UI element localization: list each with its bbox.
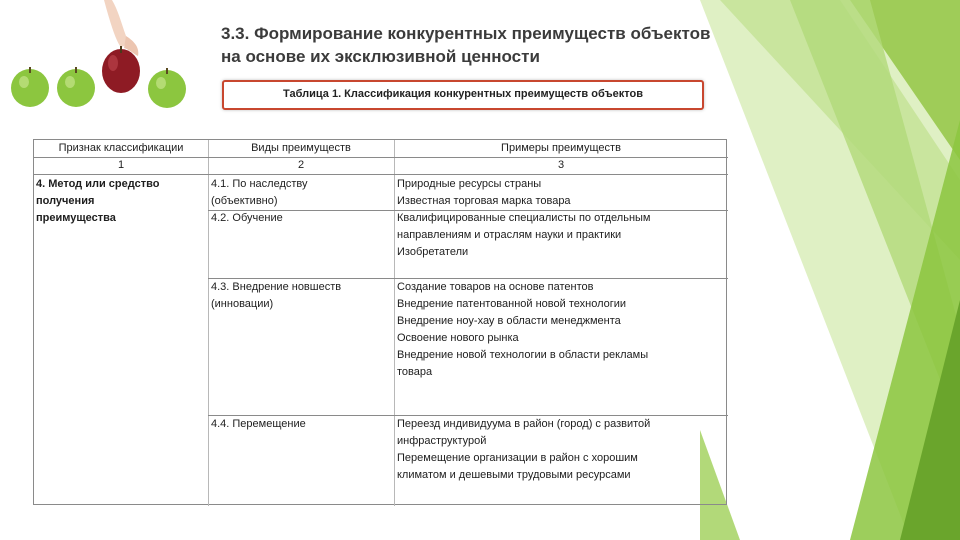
example-line: Внедрение новой технологии в области рекламы [397, 349, 649, 361]
sign-line: преимущества [36, 212, 116, 224]
col-number: 2 [297, 159, 305, 171]
col-divider [394, 140, 395, 506]
example-line: направлениям и отраслям науки и практики [397, 229, 622, 241]
example-line: Известная торговая марка товара [397, 195, 571, 207]
example-line: Переезд индивидуума в район (город) с развитой [397, 418, 651, 430]
example-line: товара [397, 366, 433, 378]
example-line: Внедрение ноу-хау в области менеджмента [397, 315, 621, 327]
header-sign: Признак классификации [58, 142, 184, 154]
example-line: Изобретатели [397, 246, 469, 258]
kind-line: 4.1. По наследству [211, 178, 308, 190]
green-apple-icon [57, 67, 95, 107]
example-line: Освоение нового рынка [397, 332, 519, 344]
green-apple-icon [11, 67, 49, 107]
row-divider [34, 174, 728, 175]
example-line: Внедрение патентованной новой технологии [397, 298, 627, 310]
example-line: Перемещение организации в район с хорошим [397, 452, 638, 464]
col-number: 3 [557, 159, 565, 171]
table-caption: Таблица 1. Классификация конкурентных преимуществ объектов [283, 88, 643, 100]
col-number: 1 [117, 159, 125, 171]
example-line: климатом и дешевыми трудовыми ресурсами [397, 469, 631, 481]
col-divider [208, 140, 209, 506]
table-caption-box [222, 80, 704, 110]
kind-line: 4.4. Перемещение [211, 418, 306, 430]
apples-image [0, 0, 200, 120]
example-line: Создание товаров на основе патентов [397, 281, 594, 293]
sign-line: 4. Метод или средство [36, 178, 160, 190]
classification-table [33, 139, 727, 505]
kind-line: (объективно) [211, 195, 278, 207]
green-apple-icon [148, 68, 186, 108]
kind-line: 4.3. Внедрение новшеств [211, 281, 342, 293]
sign-line: получения [36, 195, 95, 207]
example-line: инфраструктурой [397, 435, 487, 447]
header-kinds: Виды преимуществ [251, 142, 351, 154]
slide-title: 3.3. Формирование конкурентных преимуществ объектов на основе их эксклюзивной ценности [221, 24, 711, 66]
header-examples: Примеры преимуществ [501, 142, 621, 154]
example-line: Квалифицированные специалисты по отдельным [397, 212, 651, 224]
kind-line: 4.2. Обучение [211, 212, 283, 224]
green-decoration [700, 0, 960, 540]
kind-line: (инновации) [211, 298, 274, 310]
example-line: Природные ресурсы страны [397, 178, 542, 190]
